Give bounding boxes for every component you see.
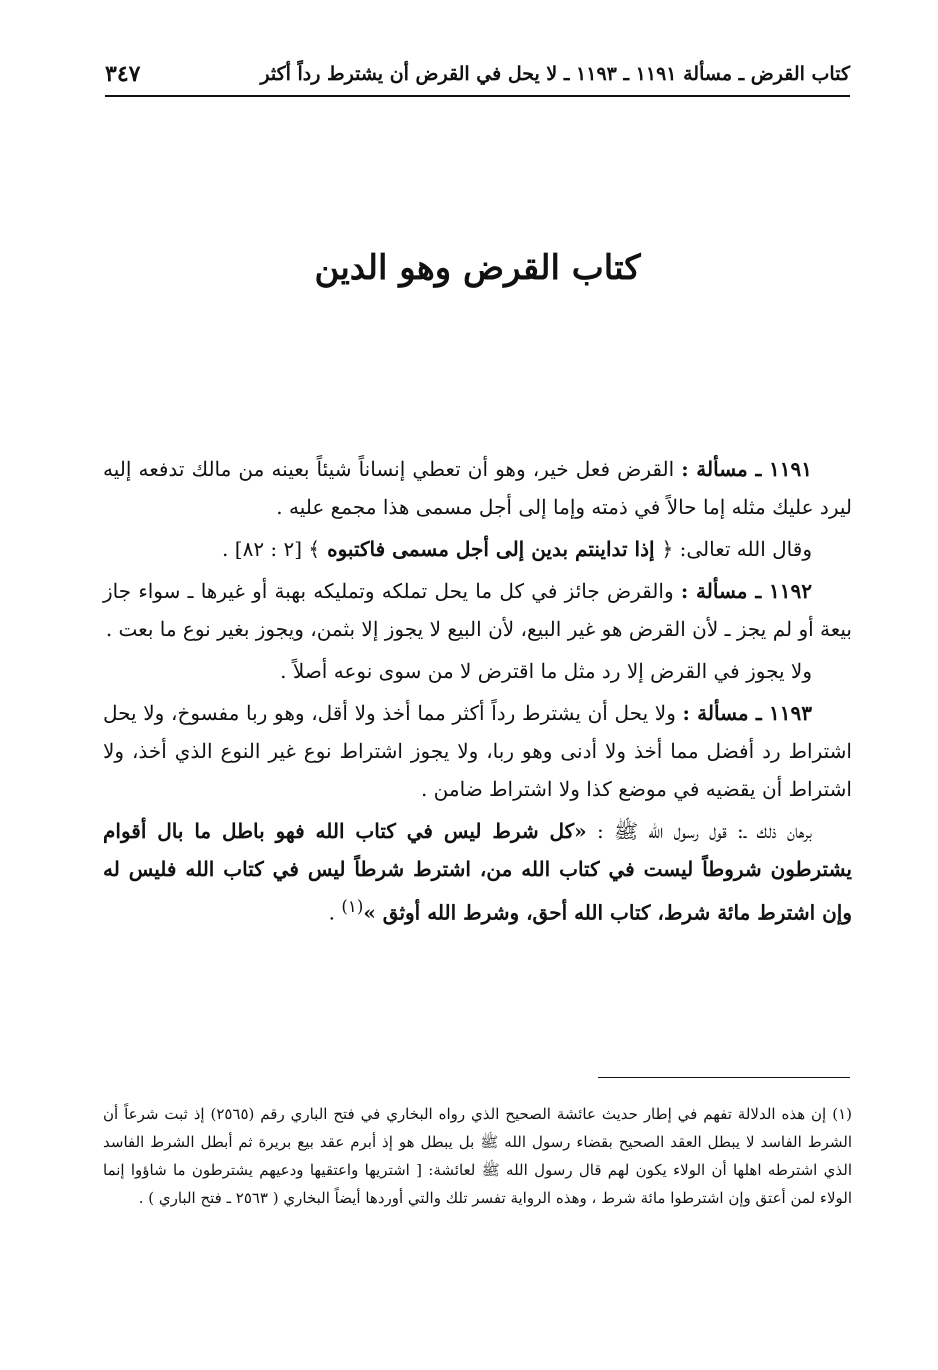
footnote-text: إن هذه الدلالة تفهم في إطار حديث عائشة الصحيح الذي رواه البخاري في فتح الباري رقم (٢٥٦٥) إذ ثبت شرعاً أن الشرط الفاسد لا يبطل العقد الصحيح بقضاء رسول الله ﷺ بل يبطل هو إذ أبرم عقد بيع بريرة ثم أبطل الشرط الفاسد الذي اشترطه اهلها أن الولاء يكون لهم قال رسول الله ﷺ لعائشة: [ اشتريها واعتقيها ودعيهم يشترطون ما شاؤوا إنما الولاء لمن أعتق وإن اشترطوا مائة شرط ، وهذه الرواية تفسر تلك والتي أوردها أيضاً البخاري ( ٢٥٦٣ ـ فتح الباري ) . bbox=[103, 1105, 852, 1207]
verse-prefix: وقال الله تعالى: ﴿ bbox=[661, 537, 812, 561]
hadith-quote: «كل شرط ليس في كتاب الله فهو باطل ما بال أقوام يشترطون شروطاً ليست في كتاب الله من، اشترط شرطاً ليس في كتاب الله فليس له وإن اشترط مائة شرط، كتاب الله أحق، وشرط الله أوثق » bbox=[103, 819, 852, 925]
issue-text-1193: ولا يحل أن يشترط رداً أكثر مما أخذ ولا أقل، وهو ربا مفسوخ، ولا يحل اشتراط رد أفضل مما أخذ ولا أدنى وهو ربا، ولا يجوز اشتراط نوع غير النوع الذي أخذ، ولا اشتراط أن يقضيه في موضع كذا ولا اشتراط ضامن . bbox=[103, 701, 852, 801]
footnote-reference: (١) bbox=[341, 897, 364, 916]
loan-rule-text: ولا يجوز في القرض إلا رد مثل ما اقترض لا من سوى نوعه أصلاً . bbox=[280, 659, 812, 683]
paragraph-proof bbox=[103, 812, 852, 932]
page-number: ٣٤٧ bbox=[105, 61, 141, 87]
chapter-title: كتاب القرض وهو الدين bbox=[314, 248, 641, 288]
issue-text-1191: القرض فعل خير، وهو أن تعطي إنساناً شيئاً بعينه من مالك تدفعه إليه ليرد عليك مثله إما حالاً في ذمته وإما إلى أجل مسمى هذا مجمع عليه . bbox=[103, 457, 852, 519]
body-text bbox=[103, 450, 852, 936]
footnotes bbox=[103, 1100, 852, 1212]
running-header bbox=[105, 54, 850, 94]
footnote-rule bbox=[598, 1077, 850, 1078]
paragraph-quran-verse bbox=[103, 530, 852, 568]
footnote-item bbox=[103, 1100, 852, 1212]
verse-suffix: ﴾ [٢ : ٨٢] . bbox=[222, 537, 321, 561]
issue-label-1191: ١١٩١ ـ مسألة : bbox=[681, 457, 812, 481]
proof-prefix: برهان ذلك ـ: قول رسول الله ﷺ : bbox=[586, 819, 812, 843]
verse-quote: إذا تداينتم بدين إلى أجل مسمى فاكتبوه bbox=[320, 537, 662, 561]
paragraph-issue-1192 bbox=[103, 572, 852, 648]
issue-label-1193: ١١٩٣ ـ مسألة : bbox=[682, 701, 812, 725]
paragraph-loan-rule bbox=[103, 652, 852, 690]
proof-end: . bbox=[328, 900, 342, 925]
footnote-number: (١) bbox=[832, 1105, 852, 1123]
paragraph-issue-1191 bbox=[103, 450, 852, 526]
issue-label-1192: ١١٩٢ ـ مسألة : bbox=[680, 579, 812, 603]
paragraph-issue-1193 bbox=[103, 694, 852, 808]
issue-text-1192: والقرض جائز في كل ما يحل تملكه وتمليكه بهبة أو غيرها ـ سواء جاز بيعة أو لم يجز ـ لأن القرض هو غير البيع، لأن البيع لا يجوز إلا بثمن، ويجوز بغير نوع ما بعت . bbox=[103, 579, 852, 641]
running-title: كتاب القرض ـ مسألة ١١٩١ ـ ١١٩٣ ـ لا يحل في القرض أن يشترط رداً أكثر bbox=[260, 63, 850, 85]
header-rule bbox=[105, 95, 850, 97]
